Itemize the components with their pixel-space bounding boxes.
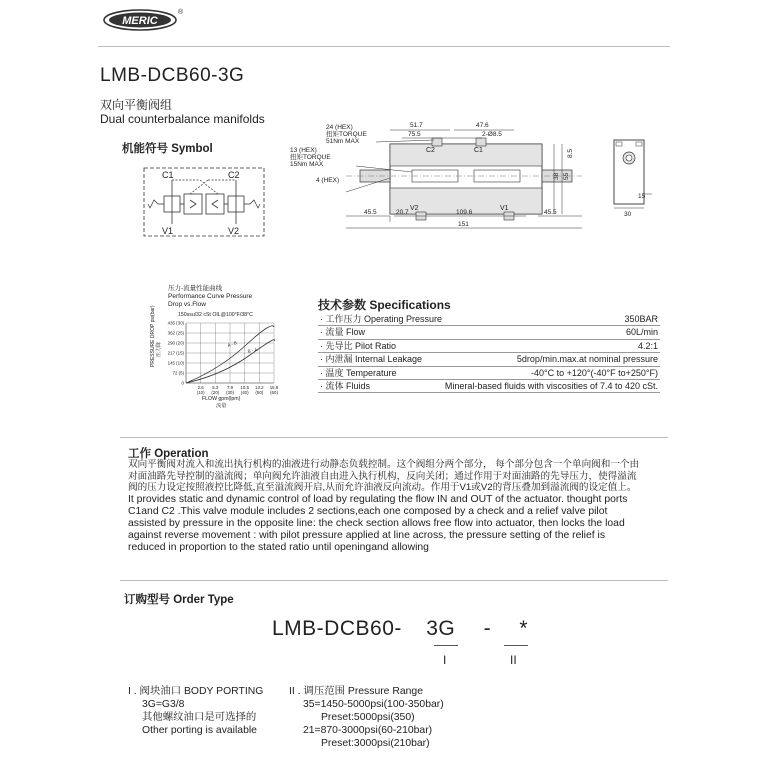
operation-cn-line: 阀的压力设定按照液控比降低,直至溢流阀开启,从而允许油液反向流动。作用于V1或V2的背压叠加到溢流阀的设定值上。	[128, 482, 637, 494]
symbol-port-v1: V1	[162, 226, 174, 236]
curve-xtick: (10)	[196, 390, 205, 395]
legend-line: 35=1450-5000psi(100-350bar)	[303, 699, 444, 710]
section-divider-2	[120, 580, 668, 581]
operation-en-line: assisted by pressure in the opposite line: the check section allows free flow into actuator, then locks the load	[128, 517, 625, 529]
drawing-torque51: 51Nm MAX	[326, 138, 360, 145]
product-code: LMB-DCB60-3G	[100, 65, 245, 86]
operation-text	[128, 459, 668, 554]
spec-value: 5drop/min.max.at nominal pressure	[516, 354, 658, 365]
spec-row	[318, 380, 660, 393]
symbol-port-c2: C2	[228, 170, 240, 180]
drawing-torque-cn-1: 扭矩TORQUE	[326, 131, 367, 138]
spec-label: · 先导比 Pilot Ratio	[320, 340, 397, 351]
drawing-hex13: 13 (HEX)	[290, 147, 317, 154]
legend-line: I . 阀块油口 BODY PORTING	[128, 686, 264, 697]
curve-ytick: 0	[181, 380, 184, 386]
curve-ytick: 145 (10)	[167, 360, 184, 366]
spec-row	[318, 367, 660, 380]
section-divider-1	[120, 437, 668, 438]
order-code-port: 3G	[426, 617, 456, 640]
spec-value: 4.2:1	[637, 340, 658, 351]
symbol-port-v2: V2	[228, 226, 240, 236]
drawing-dim-8-5: 8.5	[567, 148, 574, 158]
operation-en-line: against reverse movement : with pilot pressure applied at line across, the pressure setting of the relief is	[128, 529, 606, 541]
curve-xtick: 5.3	[212, 385, 219, 390]
spec-label: · 温度 Temperature	[320, 367, 397, 378]
drawing-torque15: 15Nm MAX	[290, 161, 324, 168]
spec-row	[318, 313, 660, 326]
spec-value: 350BAR	[624, 314, 658, 324]
drawing-dim-30: 30	[624, 211, 632, 218]
curve-xtick: 7.9	[226, 385, 234, 390]
operation-en-line: C1and C2 .This valve module includes 2 sections,each one composed by a check and a relief valve pilot	[128, 505, 608, 517]
header-divider	[98, 46, 670, 47]
legend-line: Preset:3000psi(210bar)	[321, 738, 430, 749]
drawing-dim-20-7: 20.7	[396, 209, 409, 216]
legend-line: II . 调压范围 Pressure Range	[289, 686, 423, 697]
operation-cn-line: 对面油路先导控制的溢流阀；单向阀允许油液自由进入执行机构，反向关闭；通过作用于对面油路的先导压力，使得溢流	[128, 470, 637, 482]
order-code-base: LMB-DCB60-	[272, 617, 402, 640]
curve-ytick: 435 (30)	[167, 320, 184, 326]
spec-value: -40°C to +120°(-40°F to+250°F)	[531, 367, 658, 378]
drawing-dim-47-6: 47.6	[476, 122, 489, 129]
symbol-title: 机能符号 Symbol	[122, 143, 213, 155]
curve-condition: 150ssu/32 cSt OIL@100°F/38°C	[178, 312, 253, 318]
curve-ytick: 72 (5)	[172, 370, 184, 376]
curve-title-en2: Drop vs.Flow	[168, 301, 206, 308]
drawing-dim-45-5b: 45.5	[544, 209, 557, 216]
curve-xtick: 13.2	[255, 385, 264, 390]
drawing-port-v1: V1	[500, 205, 509, 212]
operation-cn-line: 双向平衡阀对流入和流出执行机构的油液进行动静态负载控制。这个阀组分两个部分， 每个部分包含一个单向阀和一个由	[128, 459, 640, 470]
symbol-port-c1: C1	[162, 170, 174, 180]
order-legend-porting	[128, 685, 263, 737]
performance-curve	[150, 283, 310, 409]
curve-xtick: (60)	[270, 390, 278, 395]
curve-xtick: (40)	[240, 390, 249, 395]
curve-title-en1: Performance Curve Pressure	[168, 293, 253, 300]
drawing-port-v2: V2	[410, 205, 419, 212]
curve-xlabel-en: FLOW gpm(lpm)	[202, 396, 241, 402]
curve-xtick: 10.5	[240, 385, 249, 390]
product-name-en: Dual counterbalance manifolds	[100, 112, 265, 126]
spec-label: · 流量 Flow	[320, 327, 366, 338]
specs-title: 技术参数 Specifications	[318, 298, 451, 312]
drawing-dim-151: 151	[458, 221, 469, 228]
drawing-port-c1: C1	[474, 147, 483, 154]
registered-mark: ®	[178, 9, 184, 16]
order-mark-2: II	[510, 653, 517, 667]
curve-ytick: 362 (25)	[167, 330, 184, 336]
curve-xtick: 2.6	[197, 385, 204, 390]
operation-en-line: It provides static and dynamic control of load by regulating the flow IN and OUT of the actuator. thought ports	[128, 493, 628, 505]
spec-row	[318, 326, 660, 339]
operation-title: 工作 Operation	[128, 448, 209, 460]
curve-ytick: 290 (20)	[167, 340, 184, 346]
meric-logo	[102, 8, 184, 30]
logo-text: MERIC	[122, 15, 158, 27]
drawing-dim-38: 38	[553, 172, 560, 180]
spec-label: · 工作压力 Operating Pressure	[320, 314, 443, 324]
legend-line: 21=870-3000psi(60-210bar)	[303, 725, 433, 736]
drawing-hex24: 24 (HEX)	[326, 124, 353, 131]
spec-label: · 流体 Fluids	[320, 380, 371, 391]
legend-line: 3G=G3/8	[142, 699, 185, 710]
spec-value: 60L/min	[625, 327, 658, 338]
drawing-dim-51-7: 51.7	[410, 122, 423, 129]
legend-line: Preset:5000psi(350)	[321, 712, 415, 723]
curve-label-ab: A - B	[226, 340, 238, 348]
order-code	[272, 617, 528, 641]
spec-label: · 内泄漏 Internal Leakage	[320, 354, 423, 365]
drawing-hex4: 4 (HEX)	[316, 177, 340, 184]
order-code-dash: -	[483, 617, 492, 640]
drawing-dim-109-6: 109.6	[456, 209, 473, 216]
drawing-dim-75-5: 75.5	[408, 131, 421, 138]
order-title: 订购型号 Order Type	[124, 594, 234, 606]
drawing-port-c2: C2	[426, 147, 435, 154]
curve-ylabel-en: PRESSURE DROP psi(bar)	[150, 305, 156, 367]
legend-line: 其他螺纹油口是可选择的	[142, 712, 257, 723]
spec-row	[318, 353, 660, 366]
specs-table	[318, 313, 660, 393]
drawing-dim-45-5a: 45.5	[364, 209, 377, 216]
drawing-dim-55: 55	[563, 172, 570, 180]
curve-ytick: 217 (15)	[167, 350, 184, 356]
curve-xtick: (50)	[255, 390, 264, 395]
spec-row	[318, 340, 660, 353]
drawing-dim-hole: 2-Ø8.5	[482, 131, 502, 138]
legend-line: Other porting is available	[142, 725, 257, 736]
curve-xlabel-cn: 流量	[216, 403, 227, 409]
order-mark-1: I	[443, 653, 447, 667]
curve-xtick: (30)	[226, 390, 234, 395]
technical-drawing	[286, 116, 666, 240]
order-code-star: *	[519, 617, 529, 640]
order-underline-2	[504, 645, 528, 646]
operation-en-line: reduced in proportion to the stated ratio until openingand allowing	[128, 541, 429, 553]
hydraulic-symbol	[140, 162, 268, 242]
spec-value: Mineral-based fluids with viscosities of 7.4 to 420 cSt.	[444, 380, 658, 391]
order-legend-pressure	[289, 685, 444, 750]
curve-ylabel-cn: 压力降	[156, 341, 162, 357]
drawing-dim-15: 15	[638, 193, 646, 200]
curve-title-cn: 压力-流量性能曲线	[168, 285, 223, 292]
curve-xtick: (20)	[211, 390, 220, 395]
product-name-cn: 双向平衡阀组	[100, 98, 173, 112]
curve-label-ba: B - A	[247, 347, 258, 354]
order-underline-1	[434, 645, 458, 646]
curve-xtick: 15.8	[269, 385, 279, 390]
drawing-torque-cn-2: 扭矩TORQUE	[290, 154, 331, 161]
